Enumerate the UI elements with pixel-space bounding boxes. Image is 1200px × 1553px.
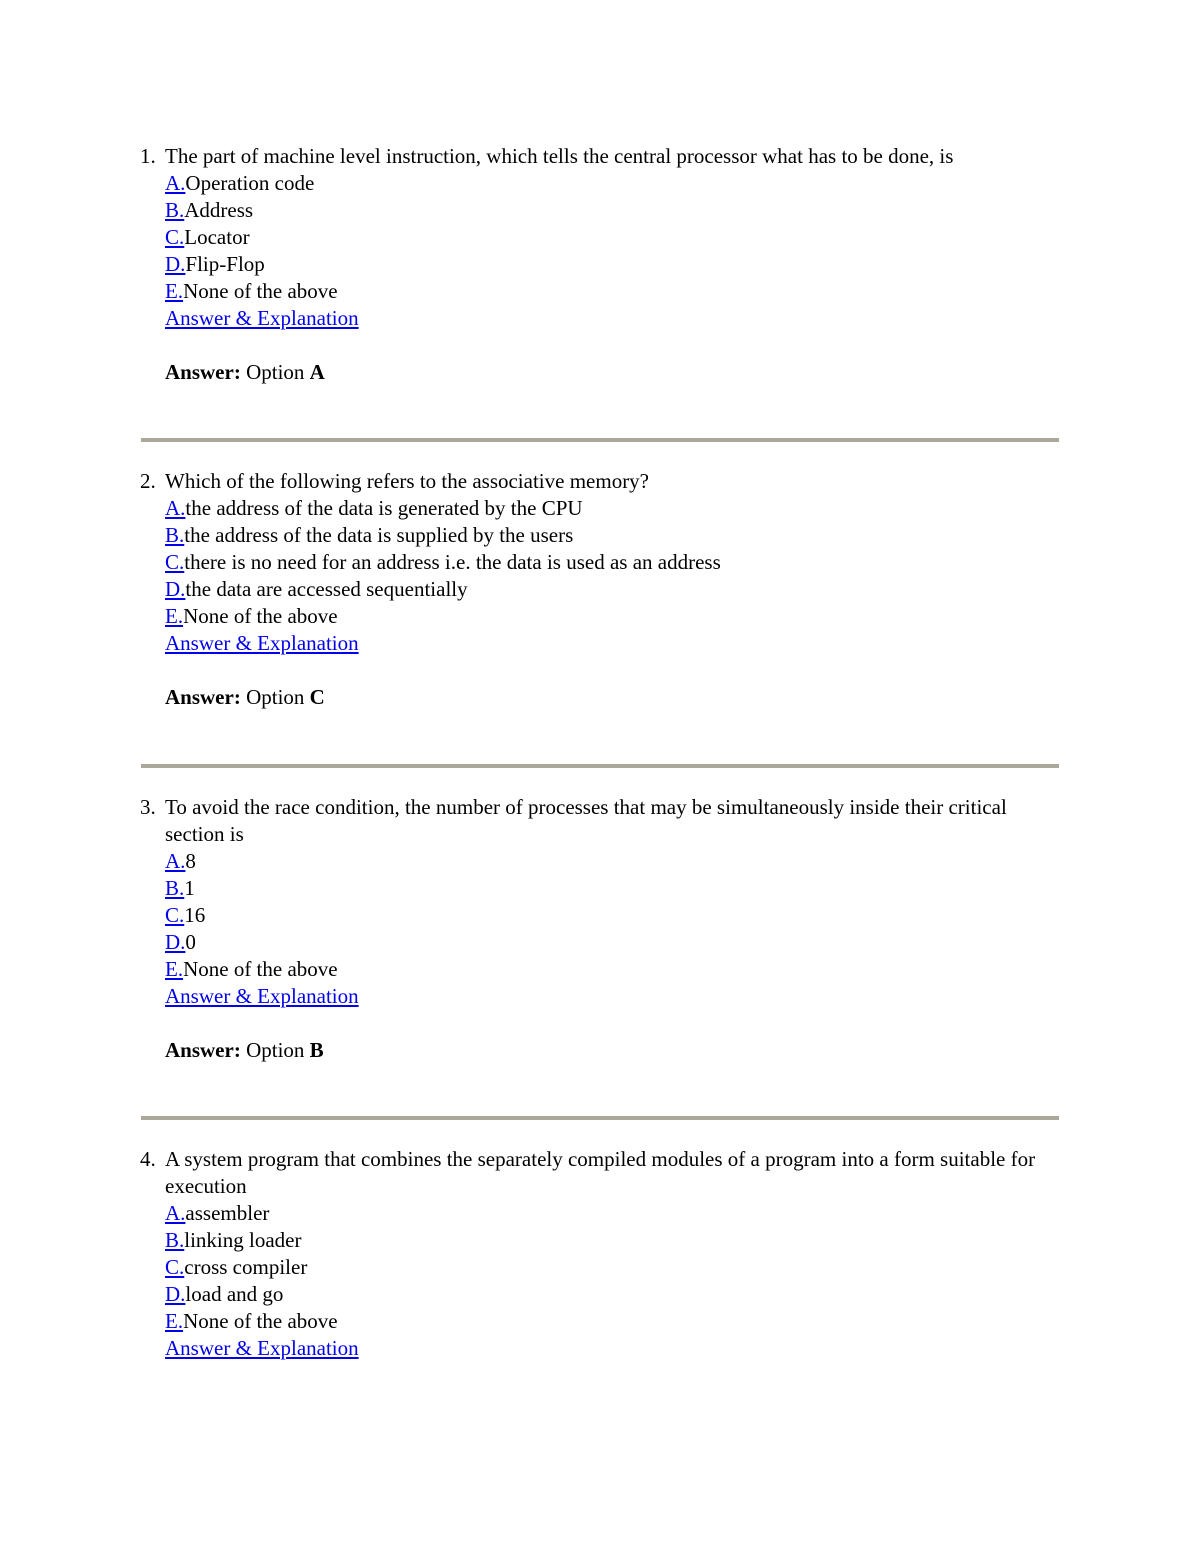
option-d-text: the data are accessed sequentially xyxy=(185,577,468,601)
answer-value: C xyxy=(309,685,325,709)
option-c-text: there is no need for an address i.e. the data is used as an address xyxy=(184,550,721,574)
question-text: Which of the following refers to the associative memory? xyxy=(165,469,650,493)
option-b-link[interactable]: B. xyxy=(165,876,185,900)
answer-explanation-link[interactable]: Answer & Explanation xyxy=(165,306,359,330)
option-d xyxy=(165,576,1060,603)
option-e xyxy=(165,956,1060,983)
option-a-link[interactable]: A. xyxy=(165,849,186,873)
option-b-text: the address of the data is supplied by the users xyxy=(184,523,574,547)
option-a-text: 8 xyxy=(185,849,196,873)
option-a-text: the address of the data is generated by the CPU xyxy=(185,496,583,520)
divider xyxy=(141,438,1059,442)
option-d xyxy=(165,929,1060,956)
option-c-link[interactable]: C. xyxy=(165,903,185,927)
option-e xyxy=(165,278,1060,305)
option-d xyxy=(165,1281,1060,1308)
option-c xyxy=(165,224,1060,251)
divider xyxy=(141,764,1059,768)
answer-line xyxy=(165,684,1060,711)
option-c xyxy=(165,549,1060,576)
question-4 xyxy=(140,1146,1060,1362)
option-e-link[interactable]: E. xyxy=(165,1309,184,1333)
option-c xyxy=(165,902,1060,929)
option-c-link[interactable]: C. xyxy=(165,225,185,249)
option-a-link[interactable]: A. xyxy=(165,1201,186,1225)
option-b-text: Address xyxy=(184,198,254,222)
option-d-link[interactable]: D. xyxy=(165,1282,186,1306)
option-a xyxy=(165,1200,1060,1227)
option-d xyxy=(165,251,1060,278)
options-list xyxy=(165,495,1060,657)
option-c-link[interactable]: C. xyxy=(165,1255,185,1279)
option-d-link[interactable]: D. xyxy=(165,577,186,601)
answer-line xyxy=(165,1037,1060,1064)
option-a-link[interactable]: A. xyxy=(165,171,186,195)
question-text: To avoid the race condition, the number of processes that may be simultaneously inside their critical section is xyxy=(165,795,1007,846)
option-b xyxy=(165,197,1060,224)
question-number: 2. xyxy=(140,469,156,493)
question-2 xyxy=(140,468,1060,711)
answer-explanation-link[interactable]: Answer & Explanation xyxy=(165,631,359,655)
option-e-link[interactable]: E. xyxy=(165,279,184,303)
answer-label: Answer: xyxy=(165,1038,241,1062)
option-b-link[interactable]: B. xyxy=(165,523,185,547)
option-a xyxy=(165,848,1060,875)
option-e-link[interactable]: E. xyxy=(165,957,184,981)
option-b xyxy=(165,522,1060,549)
answer-value: A xyxy=(309,360,325,384)
option-a xyxy=(165,170,1060,197)
options-list xyxy=(165,1200,1060,1362)
question-number: 1. xyxy=(140,144,156,168)
option-c-link[interactable]: C. xyxy=(165,550,185,574)
option-a-text: assembler xyxy=(185,1201,270,1225)
question-number: 4. xyxy=(140,1147,156,1171)
option-e-text: None of the above xyxy=(183,957,338,981)
option-c-text: Locator xyxy=(184,225,250,249)
option-d-text: Flip-Flop xyxy=(185,252,265,276)
question-1 xyxy=(140,143,1060,386)
option-e xyxy=(165,603,1060,630)
option-b-text: 1 xyxy=(184,876,195,900)
option-b xyxy=(165,1227,1060,1254)
option-c xyxy=(165,1254,1060,1281)
option-a xyxy=(165,495,1060,522)
option-b-link[interactable]: B. xyxy=(165,1228,185,1252)
option-b-text: linking loader xyxy=(184,1228,302,1252)
option-d-link[interactable]: D. xyxy=(165,252,186,276)
answer-line xyxy=(165,359,1060,386)
option-b xyxy=(165,875,1060,902)
answer-prefix: Option xyxy=(246,685,305,709)
option-e xyxy=(165,1308,1060,1335)
question-text: The part of machine level instruction, which tells the central processor what has to be done, is xyxy=(165,144,954,168)
option-a-link[interactable]: A. xyxy=(165,496,186,520)
option-d-link[interactable]: D. xyxy=(165,930,186,954)
option-c-text: cross compiler xyxy=(184,1255,308,1279)
question-text: A system program that combines the separately compiled modules of a program into a form suitable for execution xyxy=(165,1147,1036,1198)
option-c-text: 16 xyxy=(184,903,206,927)
divider xyxy=(141,1116,1059,1120)
option-a-text: Operation code xyxy=(185,171,315,195)
answer-explanation-link[interactable]: Answer & Explanation xyxy=(165,984,359,1008)
answer-explanation-link[interactable]: Answer & Explanation xyxy=(165,1336,359,1360)
option-e-text: None of the above xyxy=(183,604,338,628)
question-number: 3. xyxy=(140,795,156,819)
options-list xyxy=(165,170,1060,332)
option-d-text: 0 xyxy=(185,930,196,954)
answer-value: B xyxy=(309,1038,324,1062)
answer-prefix: Option xyxy=(246,1038,305,1062)
option-e-text: None of the above xyxy=(183,279,338,303)
option-e-text: None of the above xyxy=(183,1309,338,1333)
option-b-link[interactable]: B. xyxy=(165,198,185,222)
answer-label: Answer: xyxy=(165,685,241,709)
answer-prefix: Option xyxy=(246,360,305,384)
question-3 xyxy=(140,794,1060,1064)
option-d-text: load and go xyxy=(185,1282,284,1306)
options-list xyxy=(165,848,1060,1010)
answer-label: Answer: xyxy=(165,360,241,384)
option-e-link[interactable]: E. xyxy=(165,604,184,628)
